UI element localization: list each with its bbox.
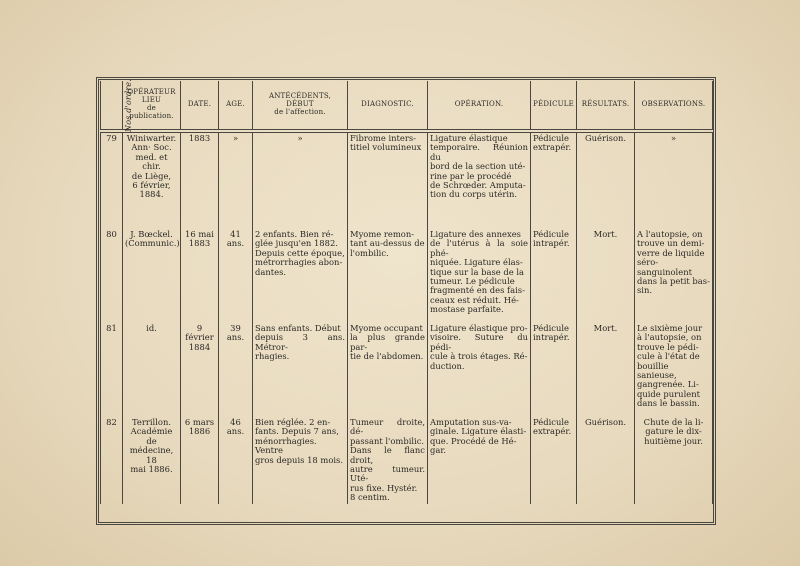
cell-resultats: Mort. [577,229,635,323]
cell-age: 39 ans. [219,323,253,417]
cell-num: 80 [101,229,123,323]
cell-operation: Ligature élastique pro- visoire. Suture du pédi- cule à trois étages. Ré- duction. [428,323,531,417]
cell-pedicule: Pédicule extrapér. [531,417,577,504]
cell-observations: Le sixième jour à l'autopsie, on trouve le pédi- cule à l'état de bouillie sanieuse, gangrenée. Li- quide purulent dans le bassin. [635,323,713,417]
cell-diagnostic: Tumeur droite, dé- passant l'ombilic. Dans le flanc droit, autre tumeur. Uté- rus fixe. Hystér. 8 centim. [348,417,428,504]
header-age: AGE. [219,81,253,131]
cell-antecedents: » [253,131,348,229]
cell-operateur: Terrillon. Académie de médecine, 18 mai 1886. [123,417,181,504]
cell-date: 6 mars 1886 [181,417,219,504]
cell-operation: Ligature élastique temporaire. Réunion du bord de la section uté- rine par le procédé de Schrœder. Amputa- tion du corps utérin. [428,131,531,229]
cell-pedicule: Pédicule intrapér. [531,229,577,323]
cell-observations: Chute de la li- gature le dix- huitième jour. [635,417,713,504]
cell-antecedents: 2 enfants. Bien ré- glée jusqu'en 1882. Depuis cette époque, métrorrhagies abon- dantes. [253,229,348,323]
cell-num: 82 [101,417,123,504]
cell-observations: » [635,131,713,229]
table-row [101,417,713,504]
header-operateur-line2: LIEU [141,96,162,105]
header-date: DATE. [181,81,219,131]
header-row [101,81,713,131]
header-resultats: RÉSULTATS. [577,81,635,131]
header-antecedents-line3: de l'affection. [274,107,326,116]
cell-operateur: J. Bœckel. (Communic.) [123,229,181,323]
header-operation: OPÉRATION. [428,81,531,131]
header-num [101,78,134,132]
header-antecedents-line2: DÉBUT [286,100,314,109]
header-pedicule: PÉDICULE [531,81,577,131]
cell-pedicule: Pédicule extrapér. [531,131,577,229]
cell-pedicule: Pédicule intrapér. [531,323,577,417]
cell-resultats: Guérison. [577,417,635,504]
cell-operateur: Winiwarter. Ann· Soc. med. et chir. de Liège, 6 février, 1884. [123,131,181,229]
cell-antecedents: Bien réglée. 2 en- fants. Depuis 7 ans, ménorrhagies. Ventre gros depuis 18 mois. [253,417,348,504]
cell-antecedents: Sans enfants. Début depuis 3 ans. Métror- rhagies. [253,323,348,417]
cell-diagnostic: Fibrome inters- titiel volumineux [348,131,428,229]
cell-num: 81 [101,323,123,417]
header-antecedents-line1: ANTÉCÉDENTS, [268,92,332,101]
cell-date: 9 février 1884 [181,323,219,417]
cell-resultats: Guérison. [577,131,635,229]
cell-operation: Amputation sus-va- ginale. Ligature élasti- que. Procédé de Hé- gar. [428,417,531,504]
table-row [101,323,713,417]
header-operateur-line1: OPÉRATEUR [127,88,176,97]
cell-date: 1883 [181,131,219,229]
case-register-table [100,78,713,504]
cell-age: 46 ans. [219,417,253,504]
cell-observations: A l'autopsie, on trouve un demi- verre de liquide séro-sanguinolent dans la petit bas- sin. [635,229,713,323]
header-diagnostic: DIAGNOSTIC. [348,81,428,131]
cell-operation: Ligature des annexes de l'utérus à la soie phé- niquée. Ligature élas- tique sur la base de la tumeur. Le pédicule fragmenté en des fais- ceaux est réduit. Hé- mostase parfaite. [428,229,531,323]
header-antecedents [253,81,348,131]
cell-age: » [219,131,253,229]
header-operateur-line3: de [146,104,157,112]
cell-age: 41 ans. [219,229,253,323]
cell-operateur: id. [123,323,181,417]
cell-num: 79 [101,131,123,229]
table-row [101,229,713,323]
cell-date: 16 mai 1883 [181,229,219,323]
header-num-label: Nos d'ordre. [124,78,134,132]
cell-diagnostic: Myome occupant la plus grande par- tie de l'abdomen. [348,323,428,417]
cell-resultats: Mort. [577,323,635,417]
header-operateur-line4: publication. [129,111,174,120]
table-row [101,131,713,229]
header-observations: OBSERVATIONS. [635,81,713,131]
cell-diagnostic: Myome remon- tant au-dessus de l'ombilic. [348,229,428,323]
